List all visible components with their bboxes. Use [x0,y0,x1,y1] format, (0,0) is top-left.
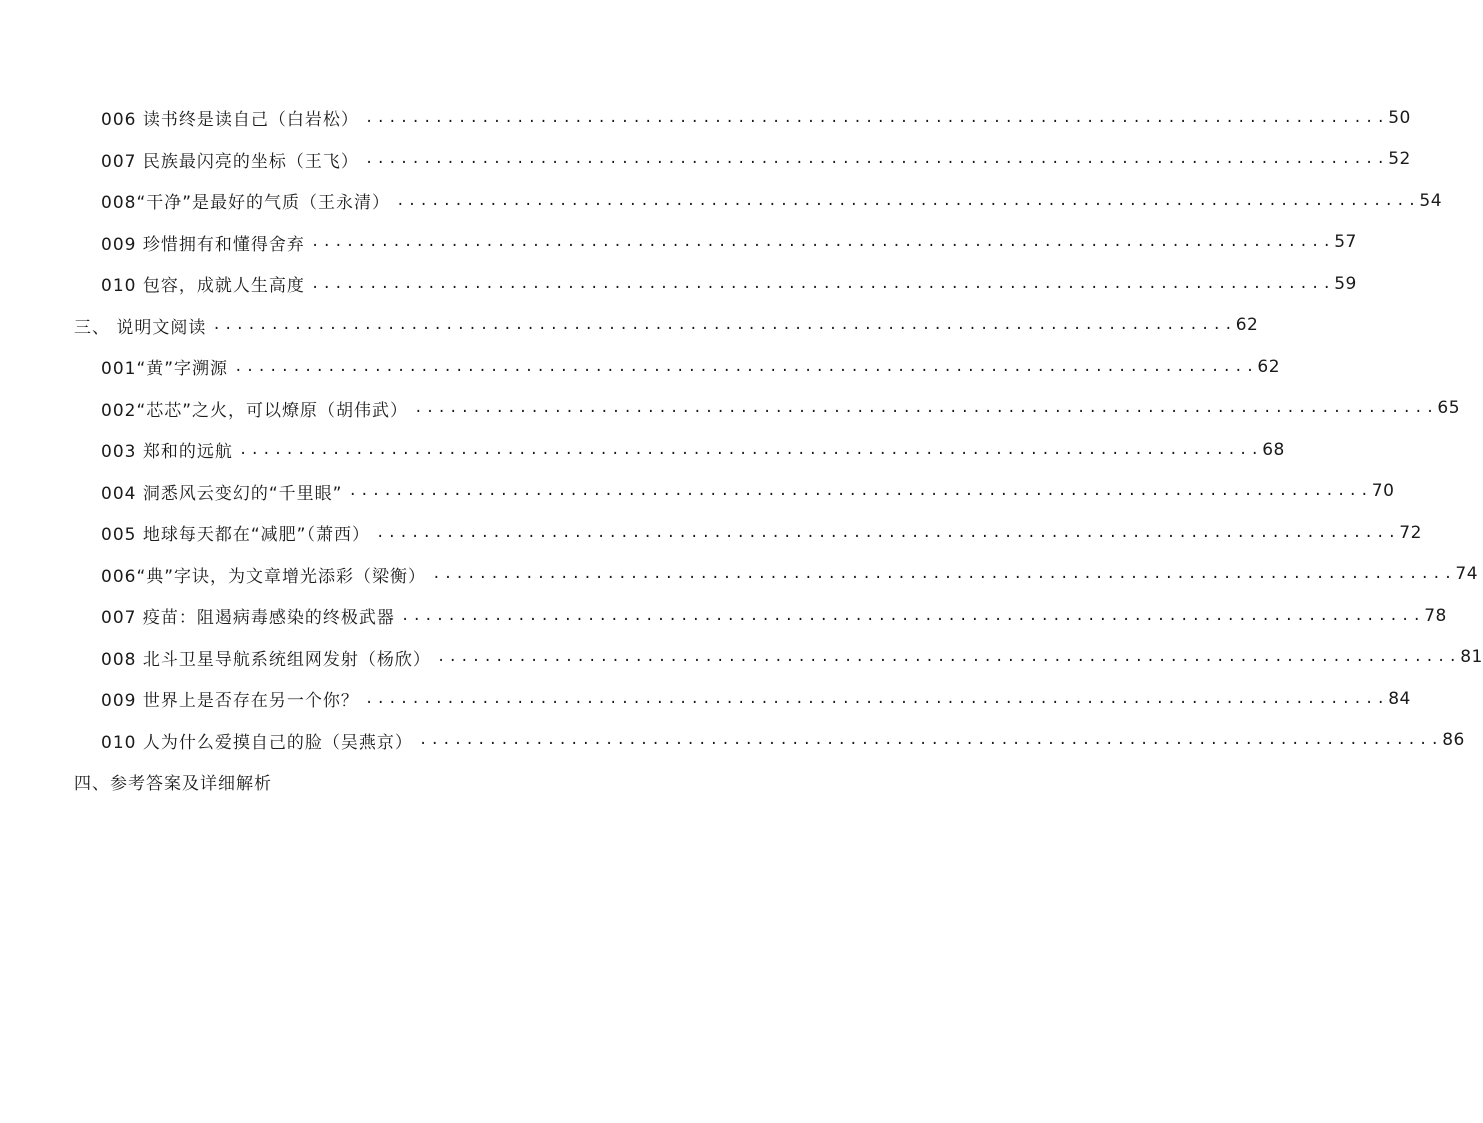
toc-entry-page: 86 [1442,730,1465,751]
dot-leader: ........................................................................................ [418,732,1443,749]
toc-entry-title: 010 包容，成就人生高度 [101,276,305,297]
dot-leader: ........................................................................................ [310,234,1335,251]
toc-entry[interactable] [0,512,1422,554]
dot-leader: ........................................................................................ [375,524,1400,541]
toc-entry-title: 007 民族最闪亮的坐标（王飞） [101,151,359,172]
toc-entry-page: 52 [1388,149,1411,170]
toc-entry-title: 001“黄”字溯源 [101,359,229,380]
toc-entry-title: 008“干净”是最好的气质（王永清） [101,193,391,214]
dot-leader: ........................................................................................ [348,483,1372,500]
toc-entry-title: 003 郑和的远航 [101,442,233,463]
toc-entry[interactable] [0,720,1465,762]
toc-entry[interactable] [0,637,1483,679]
dot-leader: ........................................................................................ [400,607,1425,624]
toc-entry-page: 65 [1437,398,1461,419]
dot-leader: ........................................................................................ [310,275,1335,292]
toc-entry[interactable] [0,180,1443,222]
toc-entry[interactable] [0,222,1357,264]
toc-entry[interactable] [0,554,1479,596]
dot-leader: ........................................................................................ [364,690,1389,707]
toc-entry-title: 004 洞悉风云变幻的“千里眼” [101,483,343,504]
toc-entry-page: 62 [1257,356,1281,377]
toc-entry-page: 74 [1455,564,1479,585]
toc-entry-page: 78 [1424,605,1447,626]
toc-section-heading[interactable] [0,761,721,803]
section-page: 62 [1235,315,1259,336]
toc-entry-page: 59 [1334,273,1357,294]
toc-entry-page: 57 [1334,232,1357,253]
toc-entry[interactable] [0,429,1285,471]
toc-entry-title: 007 疫苗：阻遏病毒感染的终极武器 [101,608,395,629]
toc-entry-page: 72 [1399,522,1422,543]
toc-entry[interactable] [0,595,1447,637]
toc-entry[interactable] [0,471,1395,513]
toc-entry[interactable] [0,388,1461,430]
dot-leader: ........................................................................................ [234,358,1258,375]
dot-leader: ........................................................................................ [414,400,1438,417]
toc-entry[interactable] [0,678,1411,720]
dot-leader: ........................................................................................ [238,441,1263,458]
toc-entry-title: 006“典”字诀，为文章增光添彩（梁衡） [101,566,427,587]
section-title: 三、 说明文阅读 [74,317,207,338]
toc-entry-page: 50 [1388,107,1411,128]
toc-entry-title: 005 地球每天都在“减肥”（萧西） [101,525,370,546]
section-title: 四、参考答案及详细解析 [74,774,272,795]
toc-entry-title: 009 珍惜拥有和懂得舍弃 [101,234,305,255]
dot-leader: ........................................................................................ [396,192,1420,209]
toc-entry-title: 010 人为什么爱摸自己的脸（吴燕京） [101,732,413,753]
toc-entry-page: 70 [1371,481,1395,502]
toc-entry[interactable] [0,263,1357,305]
toc-entry-title: 002“芯芯”之火，可以燎原（胡伟武） [101,400,409,421]
toc-entry-page: 81 [1460,647,1483,668]
dot-leader: ........................................................................................ [212,317,1236,334]
toc-section-heading[interactable] [0,305,1259,347]
toc-entry[interactable] [0,139,1411,181]
toc-entry[interactable] [0,97,1411,139]
dot-leader: ........................................................................................ [364,151,1389,168]
dot-leader: ........................................................................................ [364,109,1389,126]
toc-entry[interactable] [0,346,1281,388]
toc-entry-page: 54 [1419,190,1443,211]
toc-entry-page: 68 [1262,439,1285,460]
toc-entry-title: 008 北斗卫星导航系统组网发射（杨欣） [101,649,431,670]
table-of-contents [0,97,1483,803]
toc-entry-page: 84 [1388,688,1411,709]
dot-leader: ........................................................................................ [436,649,1461,666]
toc-entry-title: 009 世界上是否存在另一个你？ [101,691,359,712]
dot-leader: ........................................................................................ [432,566,1456,583]
toc-entry-title: 006 读书终是读自己（白岩松） [101,110,359,131]
